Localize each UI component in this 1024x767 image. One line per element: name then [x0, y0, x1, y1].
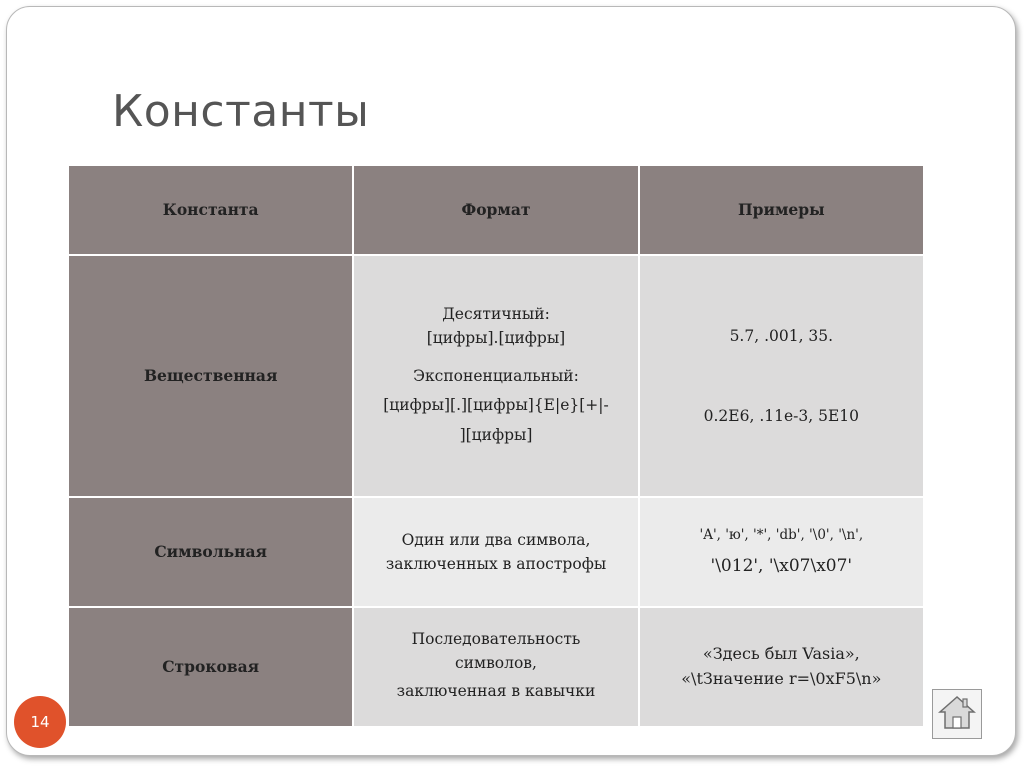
table-row — [69, 498, 923, 606]
format-line: Один или два символа, — [401, 530, 591, 549]
column-header-examples: Примеры — [640, 166, 923, 254]
format-line: ][цифры] — [459, 426, 533, 445]
table-row — [69, 256, 923, 496]
row-name-real: Вещественная — [69, 256, 352, 496]
examples-cell-string — [640, 608, 923, 726]
example-line: '\012', '\x07\x07' — [710, 555, 853, 576]
examples-cell-real — [640, 256, 923, 496]
example-line: 0.2E6, .11e-3, 5E10 — [703, 407, 859, 425]
column-header-format: Формат — [354, 166, 637, 254]
home-button[interactable] — [932, 689, 982, 739]
format-cell-char — [354, 498, 637, 606]
slide-title: Константы — [112, 86, 370, 137]
format-cell-real — [354, 256, 637, 496]
format-line: Экспоненциальный: — [413, 367, 579, 386]
example-line: 'A', 'ю', '*', 'db', '\0', '\n', — [699, 526, 864, 543]
format-line: [цифры][.][цифры]{E|e}[+|- — [383, 396, 609, 415]
home-icon — [937, 693, 977, 735]
format-line: Последовательность — [411, 629, 581, 648]
format-line: заключенная в кавычки — [396, 681, 596, 700]
column-header-constant: Константа — [69, 166, 352, 254]
format-line: заключенных в апострофы — [385, 555, 607, 573]
table-header-row — [69, 166, 923, 254]
row-name-char: Символьная — [69, 498, 352, 606]
row-name-string: Строковая — [69, 608, 352, 726]
format-cell-string — [354, 608, 637, 726]
example-line: 5.7, .001, 35. — [729, 326, 834, 345]
example-line: «Здесь был Vasia», — [702, 644, 860, 664]
constants-table — [67, 164, 925, 728]
format-line: Десятичный: — [442, 304, 550, 323]
example-line: «\tЗначение r=\0xF5\n» — [681, 669, 882, 688]
format-line: символов, — [455, 653, 537, 672]
examples-cell-char — [640, 498, 923, 606]
table-row — [69, 608, 923, 726]
page-number-badge: 14 — [14, 696, 66, 748]
format-line: [цифры].[цифры] — [426, 329, 566, 347]
